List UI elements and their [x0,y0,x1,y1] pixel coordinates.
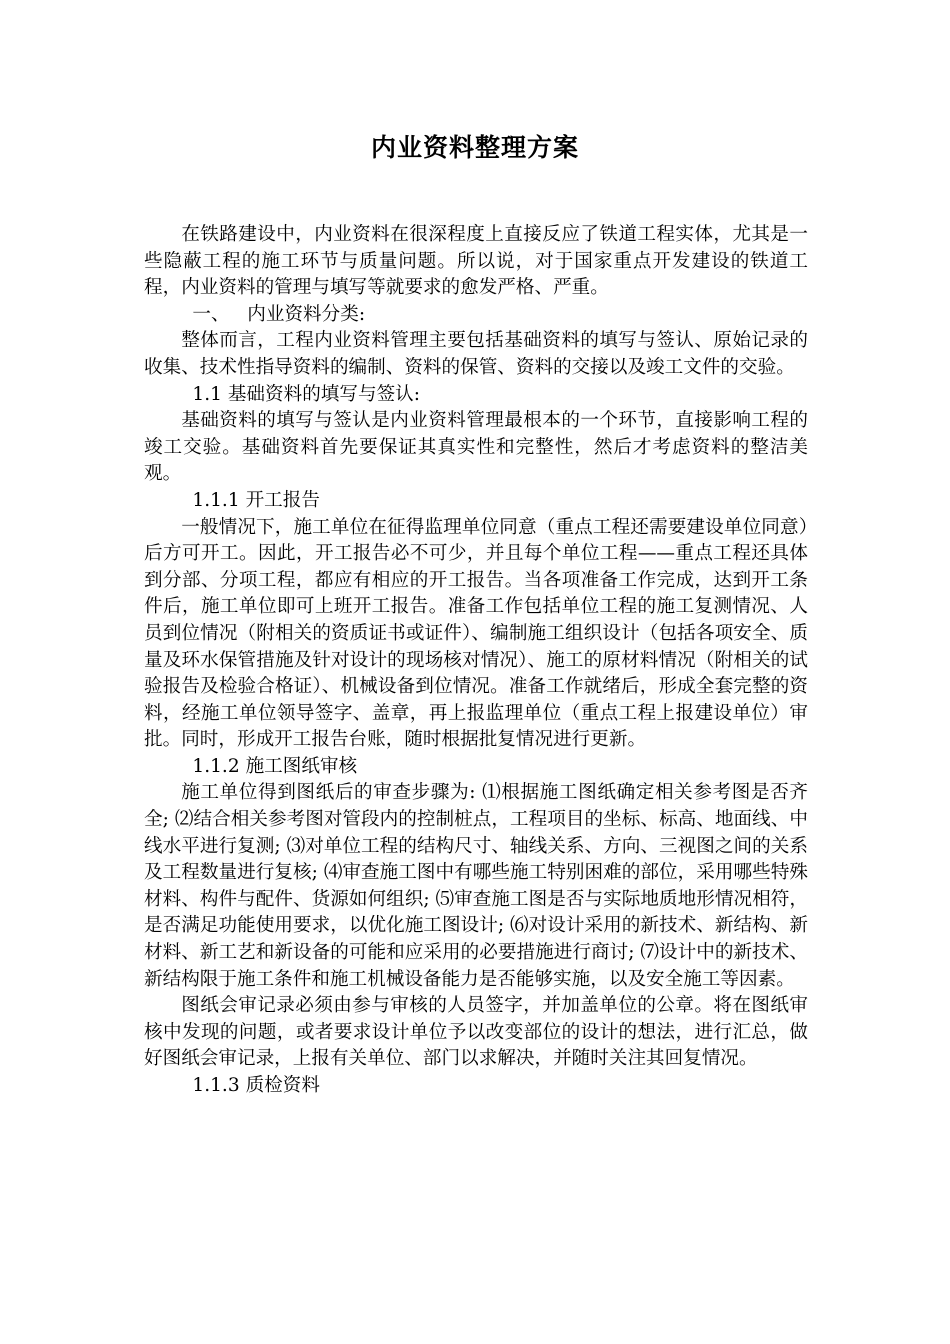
heading-1-1: 1.1 基础资料的填写与签认: [192,383,421,405]
heading-1-1-2: 1.1.2 施工图纸审核 [192,755,358,777]
heading-1-1-3: 1.1.3 质检资料 [192,1075,320,1096]
paragraph-intro: 在铁路建设中，内业资料在很深程度上直接反应了铁道工程实体，尤其是一些隐蔽工程的施工环节与质量问题。所以说，对于国家重点开发建设的铁道工程，内业资料的管理与填写等就要求的愈发严格、严重。 [144,224,808,299]
heading-1-1-1: 1.1.1 开工报告 [192,489,320,511]
document-title: 内业资料整理方案 [370,133,579,162]
paragraph-review-record: 图纸会审记录必须由参与审核的人员签字，并加盖单位的公章。将在图纸审核中发现的问题，或者要求设计单位予以改变部位的设计的想法，进行汇总，做好图纸会审记录，上报有关单位、部门以求解决，并随时关注其回复情况。 [144,995,808,1070]
paragraph-start-report: 一般情况下，施工单位在征得监理单位同意（重点工程还需要建设单位同意）后方可开工。因此，开工报告必不可少，并且每个单位工程——重点工程还具体到分部、分项工程，都应有相应的开工报告。当各项准备工作完成，达到开工条件后，施工单位即可上班开工报告。准备工作包括单位工程的施工复测情况、人员到位情况（附相关的资质证书或证件）、编制施工组织设计（包括各项安全、质量及环水保管措施及针对设计的现场核对情况）、施工的原材料情况（附相关的试验报告及检验合格证）、机械设备到位情况。准备工作就绪后，形成全套完整的资料，经施工单位领导签字、盖章，再上报监理单位（重点工程上报建设单位）审批。同时，形成开工报告台账，随时根据批复情况进行更新。 [144,516,808,751]
paragraph-basic-data: 基础资料的填写与签认是内业资料管理最根本的一个环节，直接影响工程的竣工交验。基础资料首先要保证其真实性和完整性，然后才考虑资料的整洁美观。 [144,410,808,485]
paragraph-overview: 整体而言，工程内业资料管理主要包括基础资料的填写与签认、原始记录的收集、技术性指导资料的编制、资料的保管、资料的交接以及竣工文件的交验。 [144,330,808,378]
paragraph-drawing-review: 施工单位得到图纸后的审查步骤为: ⑴根据施工图纸确定相关参考图是否齐全; ⑵结合相关参考图对管段内的控制桩点，工程项目的坐标、标高、地面线、中线水平进行复测; ⑶对单位工程的结构尺寸、轴线关系、方向、三视图之间的关系及工程数量进行复核; ⑷审查施工图中有哪些施工特别困难的部位，采用哪些特殊材料、构件与配件、货源如何组织; ⑸审查施工图是否与实际地质地形情况相符，是否满足功能使用要求，以优化施工图设计; ⑹对设计采用的新技术、新结构、新材料、新工艺和新设备的可能和应采用的必要措施进行商讨; ⑺设计中的新技术、新结构限于施工条件和施工机械设备能力是否能够实施，以及安全施工等因素。 [144,782,808,990]
document-body [144,222,808,1100]
heading-section-1: 一、 内业资料分类: [192,303,366,325]
